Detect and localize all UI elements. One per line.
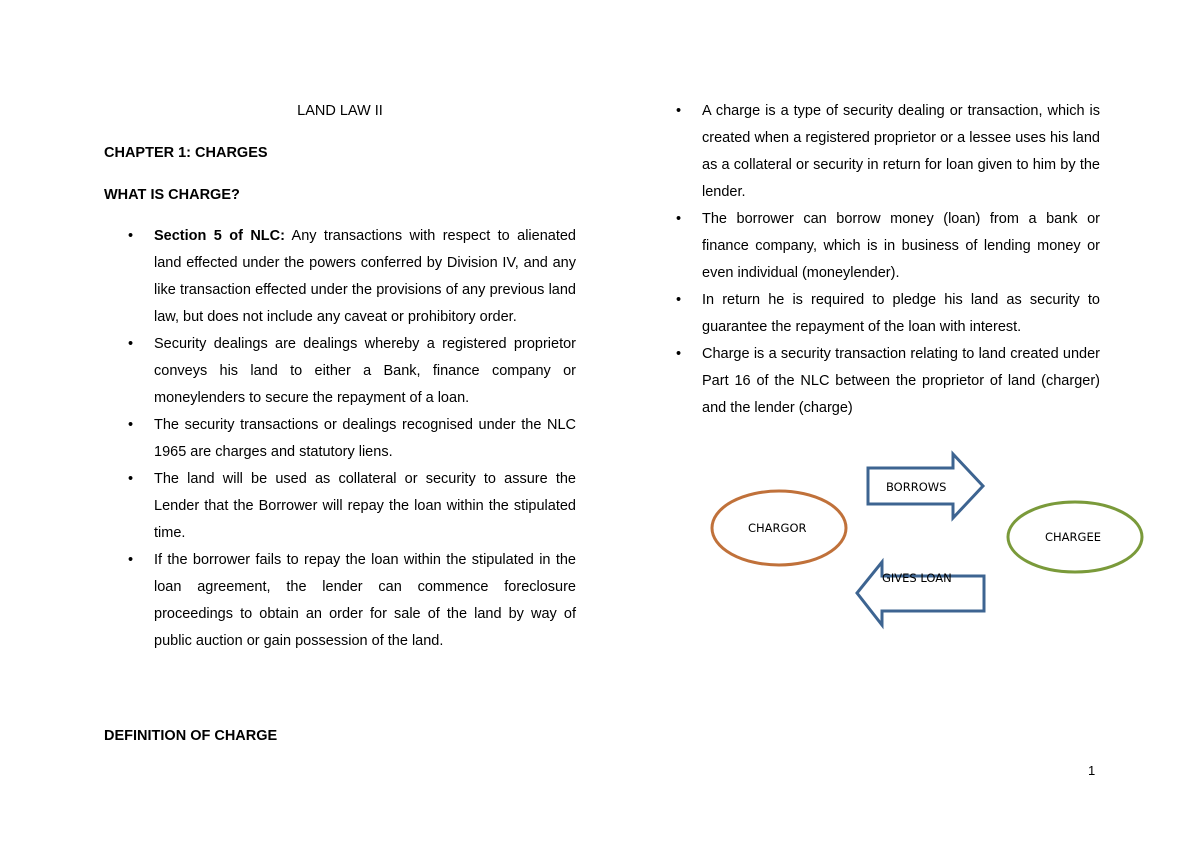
list-item-text: The security transactions or dealings recognised under the NLC 1965 are charges and statutory liens. — [154, 417, 576, 460]
charge-diagram — [700, 445, 1160, 645]
list-item — [676, 341, 1100, 422]
left-bullet-list — [104, 223, 576, 655]
list-item — [104, 412, 576, 466]
borrows-label: BORROWS — [886, 480, 947, 494]
list-item — [104, 466, 576, 547]
page-number: 1 — [1088, 763, 1096, 778]
list-item-text: In return he is required to pledge his land as security to guarantee the repayment of the loan with interest. — [702, 292, 1100, 335]
what-is-charge-heading: WHAT IS CHARGE? — [104, 187, 240, 203]
definition-heading: DEFINITION OF CHARGE — [104, 728, 278, 744]
chargor-label: CHARGOR — [748, 521, 807, 535]
list-item — [676, 98, 1100, 206]
right-bullet-list — [676, 98, 1100, 422]
list-item — [104, 331, 576, 412]
list-item-text: A charge is a type of security dealing or transaction, which is created when a registered proprietor or a lessee uses his land as a collateral or security in return for loan given to him by the lender. — [702, 103, 1100, 200]
chapter-heading: CHAPTER 1: CHARGES — [104, 145, 268, 161]
section-5-label: Section 5 of NLC: — [154, 228, 285, 244]
gives-loan-label: GIVES LOAN — [882, 571, 952, 585]
list-item — [676, 287, 1100, 341]
list-item — [676, 206, 1100, 287]
list-item-text: The land will be used as collateral or security to assure the Lender that the Borrower will repay the loan within the stipulated time. — [154, 471, 576, 541]
list-item-text: If the borrower fails to repay the loan within the stipulated in the loan agreement, the lender can commence foreclosure proceedings to obtain an order for sale of the land by way of public auction or gain possession of the land. — [154, 552, 576, 649]
list-item-text: The borrower can borrow money (loan) from a bank or finance company, which is in business of lending money or even individual (moneylender). — [702, 211, 1100, 281]
document-title: LAND LAW II — [297, 103, 383, 119]
chargee-label: CHARGEE — [1045, 530, 1101, 544]
list-item-text: Security dealings are dealings whereby a registered proprietor conveys his land to either a Bank, finance company or moneylenders to secure the repayment of a loan. — [154, 336, 576, 406]
list-item — [104, 547, 576, 655]
diagram-shapes — [700, 445, 1160, 645]
list-item — [104, 223, 576, 331]
list-item-text: Charge is a security transaction relating to land created under Part 16 of the NLC between the proprietor of land (charger) and the lender (charge) — [702, 346, 1100, 416]
section-5-text: Any transactions with respect to alienated land effected under the powers conferred by Division IV, and any like transaction effected under the provisions of any previous land law, but does not include any caveat or prohibitory order. — [154, 228, 576, 325]
